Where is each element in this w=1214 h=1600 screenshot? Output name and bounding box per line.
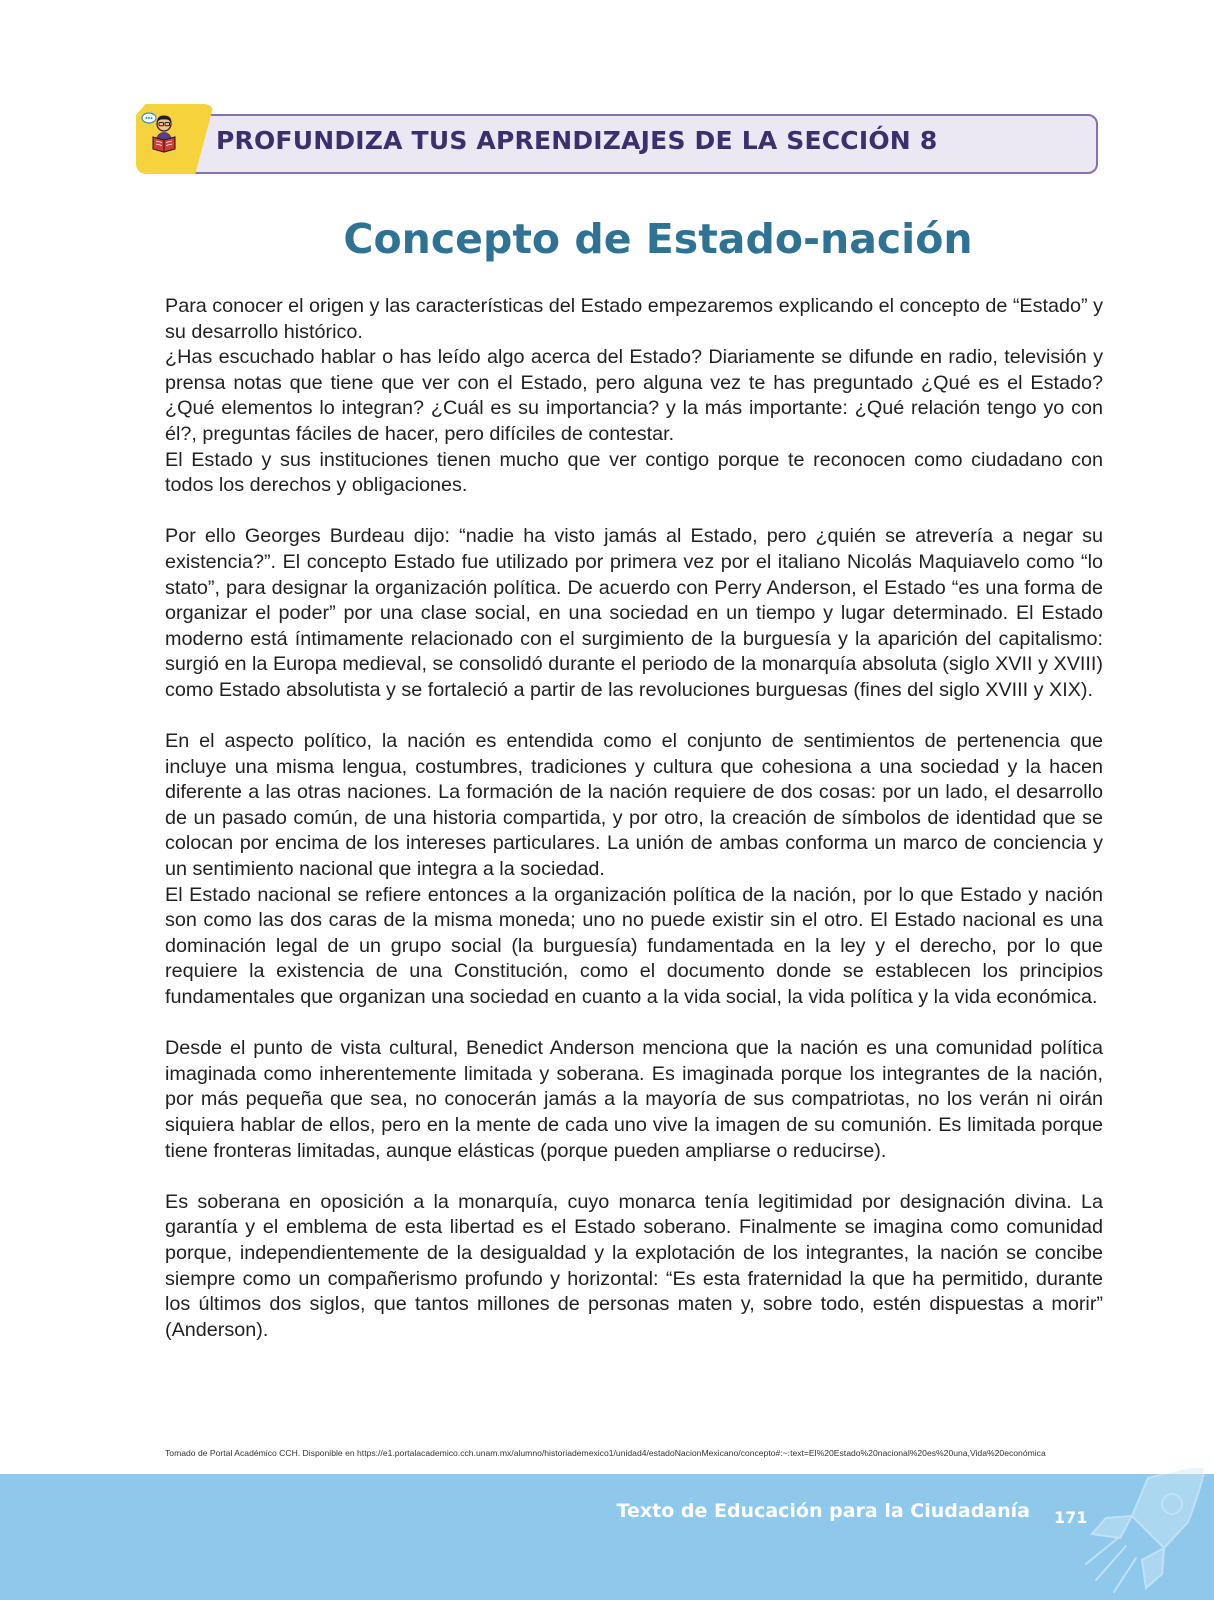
paragraph-1: Para conocer el origen y las características del Estado empezaremos explicando el concepto de “Estado” y su desarrollo histórico. [165,295,1103,343]
book-title: Texto de Educación para la Ciudadanía [616,1500,1030,1522]
paragraph-5: En el aspecto político, la nación es entendida como el conjunto de sentimientos de pertenencia que incluye una misma lengua, costumbres, tradiciones y cultura que cohesiona a una sociedad y la hacen diferente a las otras naciones. La formación de la nación requiere de dos cosas: por un lado, el desarrollo de un pasado común, de una historia compartida, y por otro, la creación de símbolos de identidad que se colocan por encima de los intereses particulares. La unión de ambas conforma un marco de conciencia y un sentimiento nacional que integra a la sociedad. [165,730,1103,881]
section-title: PROFUNDIZA TUS APRENDIZAJES DE LA SECCIÓN 8 [216,126,938,155]
article-body [165,294,1103,1343]
page-title: Concepto de Estado-nación [343,215,973,263]
student-reading-icon [140,110,186,156]
paragraph-7: Desde el punto de vista cultural, Benedict Anderson menciona que la nación es una comunidad política imaginada como inherentemente limitada y soberana. Es imaginada porque los integrantes de la nación, por más pequeña que sea, no conocerán jamás a la mayoría de sus compatriotas, no los verán ni oirán siquiera hablar de ellos, pero en la mente de cada uno vive la imagen de su comunión. Es limitada porque tiene fronteras limitadas, aunque elásticas (porque pueden ampliarse o reducirse). [165,1037,1103,1162]
paragraph-3: El Estado y sus instituciones tienen mucho que ver contigo porque te reconocen como ciudadano con todos los derechos y obligaciones. [165,448,1103,497]
source-footnote: Tomado de Portal Académico CCH. Disponible en https://e1.portalacademico.cch.unam.mx/alumno/historiademexico1/unidad4/estadoNacionMexicano/concepto#:~:text=El%20Estado%20nacional%20es%20una,Vida%20económica [165,1448,1046,1458]
paragraph-4: Por ello Georges Burdeau dijo: “nadie ha visto jamás al Estado, pero ¿quién se atrevería a negar su existencia?”. El concepto Estado fue utilizado por primera vez por el italiano Nicolás Maquiavelo como “lo stato”, para designar la organización política. De acuerdo con Perry Anderson, el Estado “es una forma de organizar el poder” por una clase social, en una sociedad en un tiempo y lugar determinado. El Estado moderno está íntimamente relacionado con el surgimiento de la burguesía y la aparición del capitalismo: surgió en la Europa medieval, se consolidó durante el periodo de la monarquía absoluta (siglo XVII y XVIII) como Estado absolutista y se fortaleció a partir de las revoluciones burguesas (fines del siglo XVIII y XIX). [165,525,1103,701]
rocket-icon [1036,1468,1214,1600]
paragraph-6: El Estado nacional se refiere entonces a la organización política de la nación, por lo que Estado y nación son como las dos caras de la misma moneda; uno no puede existir sin el otro. El Estado nacional es una dominación legal de un grupo social (la burguesía) fundamentada en la ley y el derecho, por lo que requiere la existencia de una Constitución, como el documento donde se establecen los principios fundamentales que organizan una sociedad en cuanto a la vida social, la vida política y la vida económica. [165,883,1103,1009]
footer-band [0,1474,1214,1600]
paragraph-8: Es soberana en oposición a la monarquía, cuyo monarca tenía legitimidad por designación divina. La garantía y el emblema de esta libertad es el Estado soberano. Finalmente se imagina como comunidad porque, independientemente de la desigualdad y la explotación de los integrantes, la nación se concibe siempre como un compañerismo profundo y horizontal: “Es esta fraternidad la que ha permitido, durante los últimos dos siglos, que tantos millones de personas maten y, sobre todo, estén dispuestas a morir” (Anderson). [165,1190,1103,1341]
paragraph-2: ¿Has escuchado hablar o has leído algo acerca del Estado? Diariamente se difunde en radio, televisión y prensa notas que tiene que ver con el Estado, pero alguna vez te has preguntado ¿Qué es el Estado? ¿Qué elementos lo integran? ¿Cuál es su importancia? y la más importante: ¿Qué relación tengo yo con él?, preguntas fáciles de hacer, pero difíciles de contestar. [165,346,1103,445]
page-number: 171 [1054,1508,1088,1527]
